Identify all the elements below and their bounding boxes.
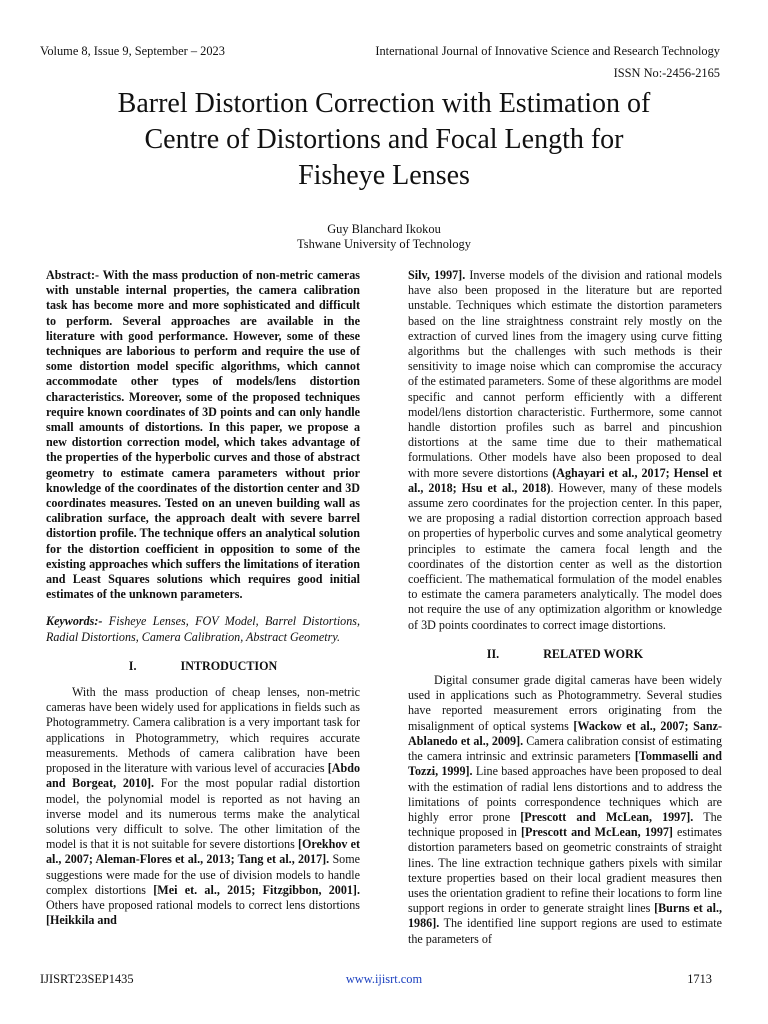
title-line: Barrel Distortion Correction with Estimation of [117, 88, 651, 119]
related-work-paragraph [408, 673, 722, 947]
section-number: I. [128, 658, 137, 673]
citation: [Mei et. al., 2015; Fitzgibbon, 2001]. [153, 882, 360, 897]
text-run: For the most popular radial distortion model, the polynomial model is reported as not having an inverse model and its numerous terms make the analytical solutions very difficult to solve. The other limitation of the model is that it is not suitable for severe distortions [46, 776, 360, 852]
page-number: 1713 [687, 972, 712, 986]
text-run: . However, many of these models assume zero coordinates for the projection center. In this paper, we are proposing a radial distortion correction approach based on properties of hyperbolic curves and some analytical geometry principles to estimate the camera focal length and the coordinates of the distortion center as well as the distortion coefficient. The mathematical formulation of the model enables to estimate the camera parameters analytically. The model does not require the use of any optimization algorithm or knowledge of 3D points coordinates to correct image distortions. [408, 480, 722, 632]
intro-continued-paragraph [408, 268, 722, 633]
keywords [46, 614, 360, 644]
paper-title [40, 86, 728, 194]
text-run: The identified line support regions are used to estimate the parameters of [408, 916, 722, 946]
text-run: Camera calibration consist of estimating the camera intrinsic and extrinsic parameters [408, 733, 722, 764]
keywords-label: Keywords:- [46, 614, 103, 629]
text-run: estimates distortion parameters based on geometric constraints of straight lines. The line extraction technique gathers pixels with similar texture properties based on their local gradient measures then uses the orientation gradient to refine their locations to form line support regions in order to generate straight lines [408, 825, 723, 916]
abstract: Abstract:- With the mass production of non-metric cameras with unstable internal properties, the camera calibration task has become more and more sophisticated and difficult to perform. Several approaches are available in the literature with good performance. However, some of these techniques are laborious to perform and require the use of some distortion model specific algorithms, which cannot accommodate other types of models/lens distortion characteristics. Moreover, some of the proposed techniques require known coordinates of 3D points and can only handle small amounts of distortions. In this paper, we propose a new distortion correction model, which takes advantage of the properties of the hyperbolic curves and those of abstract geometry to estimate camera parameters without prior knowledge of the coordinates of the distortion center and 3D coordinates measures. Tested on an uneven building wall as calibration surface, the approach dealt with severe barrel distortion profile. The technique offers an analytical solution for the distortion coefficient in opposition to some of the existing approaches which suffers the limitations of iteration and Least Squares solutions which requires good initial estimates of the unknown parameters. [46, 268, 360, 602]
author-block [0, 222, 768, 252]
citation: [Heikkila and [46, 913, 117, 928]
citation: Silv, 1997]. [408, 268, 466, 282]
journal-name: International Journal of Innovative Science and Research Technology [375, 44, 720, 58]
text-run: Others have proposed rational models to correct lens distortions [46, 897, 360, 912]
keywords-text: Fisheye Lenses, FOV Model, Barrel Distortions, Radial Distortions, Camera Calibration, Abstract Geometry. [46, 614, 360, 644]
citation: [Tommaselli and Tozzi, 1999]. [408, 749, 723, 779]
title-line: Fisheye Lenses [298, 160, 470, 191]
citation: [Burns et al., 1986]. [408, 901, 722, 931]
section-heading-related-work [408, 647, 722, 662]
citation: [Prescott and McLean, 1997]. [520, 809, 694, 824]
citation: (Aghayari et al., 2017; Hensel et al., 2018; Hsu et al., 2018) [408, 465, 722, 495]
citation: [Orekhov et al., 2007; Aleman-Flores et al., 2013; Tang et al., 2017]. [46, 837, 360, 867]
text-run: Some suggestions were made for the use of division models to handle complex distortions [46, 852, 360, 897]
article-code: IJISRT23SEP1435 [40, 972, 134, 986]
citation: [Wackow et al., 2007; Sanz-Ablanedo et al., 2009]. [408, 718, 722, 748]
text-run: The technique proposed in [408, 809, 722, 840]
text-run: Line based approaches have been proposed to deal with the estimation of radial lens distortions and to address the limitations of points correspondence techniques which are highly error prone [408, 764, 722, 824]
section-number: II. [486, 646, 500, 661]
author-name: Guy Blanchard Ikokou [327, 222, 441, 236]
right-column [408, 268, 722, 947]
journal-website-link[interactable]: www.ijisrt.com [345, 972, 423, 986]
text-run: Inverse models of the division and rational models have also been proposed in the literature but are reported unstable. Techniques which estimate the distortion parameters based on the line straightness constraint rely mostly on the extraction of curved lines from the imagery using curve fitting algorithms but the challenges with such methods is their sensitivity to image noise which can compromise the accuracy of the estimated parameters. Some of these algorithms are model specific and cannot perform efficiently with a different model/lens distortion characteristic. Furthermore, some cannot handle distortion profiles such as barrel and pincushion distortions at the same time due to their mathematical formulations. Other models have also been proposed to deal with more severe distortions [408, 268, 722, 480]
section-title: RELATED WORK [543, 646, 644, 661]
author-affiliation: Tshwane University of Technology [297, 237, 471, 251]
left-column [46, 268, 360, 928]
journal-issn: ISSN No:-2456-2165 [613, 66, 720, 80]
section-title: INTRODUCTION [180, 658, 278, 673]
text-run: With the mass production of cheap lenses, non-metric cameras have been widely used for applications in fields such as Photogrammetry. Camera calibration is a very important task for applications in Photogrammetry, which requires accurate measurements. Methods of camera calibration have been proposed in the literature with various level of accuracies [46, 685, 360, 776]
citation: [Abdo and Borgeat, 2010]. [46, 761, 360, 791]
text-run: Digital consumer grade digital cameras have been widely used in applications such as Photogrammetry. Several studies have reported measurement errors originating from the misalignment of optical systems [408, 673, 722, 733]
citation: [Prescott and McLean, 1997] [520, 825, 673, 840]
intro-paragraph [46, 685, 360, 928]
title-line: Centre of Distortions and Focal Length for [144, 124, 624, 155]
journal-volume: Volume 8, Issue 9, September – 2023 [40, 44, 225, 58]
section-heading-introduction [46, 659, 360, 674]
